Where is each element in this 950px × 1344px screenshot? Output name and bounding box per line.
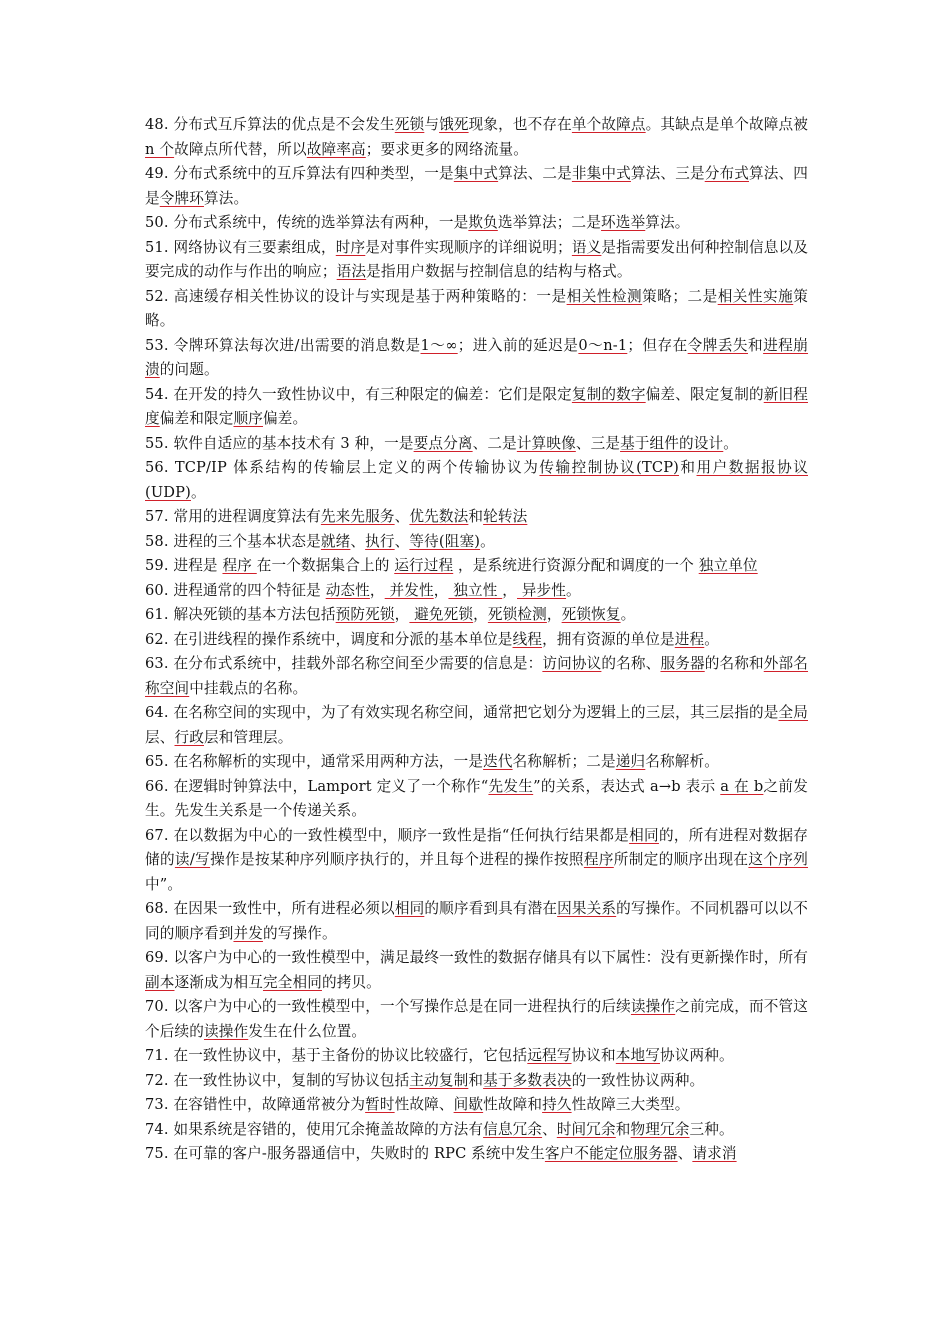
document-body xyxy=(145,113,808,1167)
text-segment: 现象，也不存在 xyxy=(468,116,572,133)
text-segment: 51. 网络协议有三要素组成， xyxy=(145,238,336,256)
text-segment: 算法、四是 xyxy=(145,165,808,207)
question-item xyxy=(145,211,808,236)
text-segment: 50. 分布式系统中，传统的选举算法有两种，一是 xyxy=(145,214,469,231)
text-segment: 、 xyxy=(394,532,410,550)
answer-underlined: 完全相同 xyxy=(262,973,322,991)
text-segment: 和 xyxy=(679,459,697,476)
answer-underlined: 相同 xyxy=(629,826,659,844)
answer-underlined: 程序 xyxy=(222,557,257,574)
answer-underlined: 相关性检测 xyxy=(566,287,643,305)
text-segment: 55. 软件自适应的基本技术有 3 种，一是 xyxy=(145,434,414,452)
question-item xyxy=(145,946,808,995)
answer-underlined: 外部名称空间 xyxy=(145,655,809,697)
text-segment: 之前完成，而不管这个后续的 xyxy=(145,998,808,1040)
question-item xyxy=(145,603,808,628)
text-segment: 的写操作。 xyxy=(262,924,337,942)
text-segment: 53. 令牌环算法每次进/出需要的消息数是 xyxy=(145,336,421,354)
answer-underlined: 非集中式 xyxy=(571,165,631,182)
text-segment: 的问题。 xyxy=(159,361,219,378)
text-segment: 三种。 xyxy=(689,1120,734,1138)
answer-underlined: 本地写 xyxy=(615,1047,661,1064)
text-segment: 、 xyxy=(542,1120,557,1138)
text-segment: 性故障三大类型。 xyxy=(571,1096,690,1113)
answer-underlined: 暂时 xyxy=(365,1096,395,1113)
question-item xyxy=(145,897,808,946)
text-segment: 、三是 xyxy=(575,434,621,452)
text-segment: 54. 在开发的持久一致性协议中，有三种限定的偏差：它们是限定 xyxy=(145,385,572,403)
answer-underlined: 故障率高 xyxy=(306,140,366,158)
answer-underlined: 语法 xyxy=(336,263,367,280)
text-segment: 70. 以客户为中心的一致性模型中，一个写操作总是在同一进程执行的后续 xyxy=(145,998,631,1015)
question-item xyxy=(145,1044,808,1069)
answer-underlined: 预防死锁 xyxy=(335,606,395,623)
text-segment: 、 xyxy=(350,532,366,550)
text-segment: 。 xyxy=(190,483,206,501)
answer-underlined: 1～∞ xyxy=(420,336,458,354)
text-segment: 。 xyxy=(566,581,581,599)
text-segment: 算法、三是 xyxy=(630,165,705,182)
question-item xyxy=(145,628,808,653)
question-item xyxy=(145,1069,808,1094)
text-segment: 68. 在因果一致性中，所有进程必须以 xyxy=(145,900,395,917)
answer-underlined: 饿死 xyxy=(439,116,469,133)
text-segment: 。 xyxy=(620,606,636,623)
question-item xyxy=(145,1118,808,1143)
answer-underlined: 独立性 xyxy=(448,581,503,599)
text-segment: 层、 xyxy=(145,728,175,746)
text-segment: 和 xyxy=(468,1071,484,1089)
text-segment: ，是系统进行资源分配和调度的一个 xyxy=(453,557,699,574)
text-segment: 的写操作。不同机器可以以不同的顺序看到 xyxy=(145,900,808,942)
text-segment: ；要求更多的网络流量。 xyxy=(365,140,528,158)
answer-underlined: 先来先服务 xyxy=(320,508,395,525)
question-item xyxy=(145,775,808,824)
text-segment: 。其缺点是单个故障点被 xyxy=(645,116,808,133)
text-segment: 和 xyxy=(748,336,764,354)
text-segment: 的，所有进程对数据存储的 xyxy=(145,826,808,868)
question-item xyxy=(145,113,808,162)
question-item xyxy=(145,1093,808,1118)
answer-underlined: 间歇 xyxy=(453,1096,484,1113)
question-item xyxy=(145,236,808,285)
question-item xyxy=(145,652,808,701)
answer-underlined: 运行过程 xyxy=(394,557,454,574)
text-segment: 、 xyxy=(394,508,410,525)
answer-underlined: 递归 xyxy=(615,753,646,770)
text-segment: 67. 在以数据为中心的一致性模型中，顺序一致性是指“任何执行结果都是 xyxy=(145,826,630,844)
answer-underlined: 新旧程度 xyxy=(145,385,808,427)
answer-underlined: 并发性 xyxy=(384,581,434,599)
answer-underlined: 环选举 xyxy=(601,214,646,231)
answer-underlined: 欺负 xyxy=(468,214,498,231)
text-segment: 性故障和 xyxy=(483,1096,543,1113)
text-segment: 偏差。 xyxy=(262,410,308,427)
answer-underlined: 顺序 xyxy=(233,410,263,427)
question-item xyxy=(145,162,808,211)
answer-underlined: 读操作 xyxy=(203,1022,249,1040)
text-segment: 57. 常用的进程调度算法有 xyxy=(145,508,321,525)
text-segment: 、 xyxy=(677,1145,693,1162)
answer-underlined: 时序 xyxy=(335,238,366,256)
question-item xyxy=(145,334,808,383)
question-item xyxy=(145,505,808,530)
answer-underlined: 副本 xyxy=(145,973,175,991)
answer-underlined: 独立单位 xyxy=(698,557,758,574)
text-segment: 、二是 xyxy=(472,434,517,452)
text-segment: 64. 在名称空间的实现中，为了有效实现名称空间，通常把它划分为逻辑上的三层，其三层指的是 xyxy=(145,704,779,721)
text-segment: 75. 在可靠的客户-服务器通信中，失败时的 RPC 系统中发生 xyxy=(145,1145,545,1162)
text-segment: 和 xyxy=(615,1120,631,1138)
text-segment: 的顺序看到具有潜在 xyxy=(424,900,558,917)
text-segment: ， xyxy=(546,606,562,623)
answer-underlined: 线程 xyxy=(512,630,543,648)
answer-underlined: 用户数据报协议(UDP) xyxy=(145,459,808,501)
answer-underlined: 全局 xyxy=(778,704,808,721)
text-segment: 是对事件实现顺序的详细说明； xyxy=(365,238,572,256)
text-segment: 偏差和限定 xyxy=(159,410,234,427)
answer-underlined: 轮转法 xyxy=(483,508,528,525)
answer-underlined: 死锁恢复 xyxy=(561,606,621,623)
answer-underlined: 时间冗余 xyxy=(556,1120,616,1138)
answer-underlined: 动态性 xyxy=(325,581,370,599)
text-segment: ， xyxy=(369,581,385,599)
question-item xyxy=(145,530,808,555)
text-segment: 49. 分布式系统中的互斥算法有四种类型，一是 xyxy=(145,165,454,182)
question-item xyxy=(145,456,808,505)
answer-underlined: 持久 xyxy=(542,1096,572,1113)
answer-underlined: 异步性 xyxy=(517,581,567,599)
text-segment: 63. 在分布式系统中，挂载外部名称空间至少需要的信息是： xyxy=(145,655,543,672)
answer-underlined: 令牌丢失 xyxy=(687,336,748,354)
answer-underlined: 避免死锁 xyxy=(409,606,474,623)
question-item xyxy=(145,824,808,898)
answer-underlined: 计算映像 xyxy=(516,434,576,452)
text-segment: 偏差、限定复制的 xyxy=(645,385,764,403)
text-segment: 之前发生。先发生关系是一个传递关系。 xyxy=(145,777,809,819)
question-item xyxy=(145,995,808,1044)
text-segment: 中挂载点的名称。 xyxy=(189,679,308,697)
text-segment: 69. 以客户为中心的一致性模型中，满足最终一致性的数据存储具有以下属性：没有更新操作时，所有 xyxy=(145,949,808,966)
text-segment: 72. 在一致性协议中，复制的写协议包括 xyxy=(145,1071,410,1089)
text-segment: 65. 在名称解析的实现中，通常采用两种方法，一是 xyxy=(145,753,484,770)
text-segment: 73. 在容错性中，故障通常被分为 xyxy=(145,1096,366,1113)
answer-underlined: 相同 xyxy=(394,900,425,917)
answer-underlined: 分布式 xyxy=(704,165,749,182)
answer-underlined: 因果关系 xyxy=(557,900,617,917)
text-segment: 和 xyxy=(468,508,484,525)
answer-underlined: 进程崩溃 xyxy=(145,336,809,378)
answer-underlined: 集中式 xyxy=(453,165,499,182)
answer-underlined: 单个故障点 xyxy=(571,116,646,133)
text-segment: 选举算法；二是 xyxy=(497,214,602,231)
text-segment: ”的关系，表达式 a→b 表示 xyxy=(533,777,721,795)
question-item xyxy=(145,554,808,579)
text-segment: 名称解析；二是 xyxy=(512,753,616,770)
text-segment: 故障点所代替，所以 xyxy=(174,140,307,158)
text-segment: 的名称、 xyxy=(601,655,661,672)
text-segment: 逐渐成为相互 xyxy=(174,973,263,991)
text-segment: 操作是按某种序列顺序执行的，并且每个进程的操作按照 xyxy=(210,851,584,868)
text-segment: 71. 在一致性协议中，基于主备份的协议比较盛行，它包括 xyxy=(145,1047,528,1064)
question-item xyxy=(145,432,808,457)
question-item xyxy=(145,701,808,750)
answer-underlined: 先发生 xyxy=(488,777,534,795)
answer-underlined: 优先数法 xyxy=(409,508,469,525)
text-segment: 算法。 xyxy=(203,189,249,207)
answer-underlined: 传输控制协议(TCP) xyxy=(539,459,680,476)
text-segment: ；但存在 xyxy=(627,336,688,354)
text-segment: 策略；二是 xyxy=(642,287,718,305)
answer-underlined: 执行 xyxy=(365,532,395,550)
text-segment: 所制定的顺序出现在 xyxy=(613,851,749,868)
answer-underlined: 死锁检测 xyxy=(487,606,547,623)
answer-underlined: 信息冗余 xyxy=(483,1120,543,1138)
text-segment: 58. 进程的三个基本状态是 xyxy=(145,532,321,550)
text-segment: 在一个数据集合上的 xyxy=(256,557,395,574)
answer-underlined: 读操作 xyxy=(630,998,676,1015)
text-segment: 。 xyxy=(704,630,720,648)
answer-underlined: 访问协议 xyxy=(542,655,602,672)
text-segment: 算法。 xyxy=(645,214,690,231)
answer-underlined: 相关性实施 xyxy=(717,287,794,305)
text-segment: 60. 进程通常的四个特征是 xyxy=(145,581,326,599)
answer-underlined: 这个序列 xyxy=(748,851,808,868)
text-segment: ， xyxy=(502,581,518,599)
question-item xyxy=(145,750,808,775)
answer-underlined: 要点分离 xyxy=(413,434,473,452)
text-segment: 61. 解决死锁的基本方法包括 xyxy=(145,606,336,623)
question-item xyxy=(145,383,808,432)
answer-underlined: 进程 xyxy=(674,630,705,648)
text-segment: ， xyxy=(433,581,449,599)
answer-underlined: n 个 xyxy=(145,140,175,158)
answer-underlined: 程序 xyxy=(583,851,614,868)
text-segment: 66. 在逻辑时钟算法中，Lamport 定义了一个称作“ xyxy=(145,777,489,795)
question-item xyxy=(145,285,808,334)
answer-underlined: 主动复制 xyxy=(409,1071,469,1089)
answer-underlined: 迭代 xyxy=(483,753,513,770)
text-segment: ；进入前的延迟是 xyxy=(457,336,579,354)
text-segment: 与 xyxy=(424,116,440,133)
text-segment: 48. 分布式互斥算法的优点是不会发生 xyxy=(145,116,395,133)
text-segment: ，拥有资源的单位是 xyxy=(542,630,675,648)
answer-underlined: 死锁 xyxy=(394,116,425,133)
answer-underlined: 远程写 xyxy=(527,1047,572,1064)
text-segment: 是指需要发出何种控制信息以及要完成的动作与作出的响应； xyxy=(145,238,808,280)
text-segment: ， xyxy=(394,606,410,623)
question-item xyxy=(145,579,808,604)
answer-underlined: 行政 xyxy=(174,728,204,746)
text-segment: 59. 进程是 xyxy=(145,557,223,574)
answer-underlined: 服务器 xyxy=(660,655,705,672)
answer-underlined: 基于多数表决 xyxy=(483,1071,572,1089)
text-segment: 56. TCP/IP 体系结构的传输层上定义的两个传输协议为 xyxy=(145,459,540,476)
answer-underlined: 0～n-1 xyxy=(578,336,628,354)
text-segment: 协议两种。 xyxy=(660,1047,734,1064)
text-segment: ， xyxy=(473,606,488,623)
text-segment: 算法、二是 xyxy=(498,165,572,182)
answer-underlined: 客户不能定位服务器 xyxy=(544,1145,678,1162)
question-item xyxy=(145,1142,808,1167)
answer-underlined: 请求消 xyxy=(692,1145,737,1162)
answer-underlined: 并发 xyxy=(233,924,263,942)
text-segment: 。 xyxy=(723,434,739,452)
text-segment: 发生在什么位置。 xyxy=(248,1022,367,1040)
text-segment: 的拷贝。 xyxy=(321,973,381,991)
text-segment: 52. 高速缓存相关性协议的设计与实现是基于两种策略的：一是 xyxy=(145,287,567,305)
text-segment: 74. 如果系统是容错的，使用冗余掩盖故障的方法有 xyxy=(145,1120,484,1138)
answer-underlined: 复制的数字 xyxy=(571,385,646,403)
text-segment: 的一致性协议两种。 xyxy=(571,1071,705,1089)
text-segment: 策略。 xyxy=(145,287,808,329)
text-segment: 性故障、 xyxy=(394,1096,454,1113)
text-segment: 62. 在引进线程的操作系统中，调度和分派的基本单位是 xyxy=(145,630,513,648)
text-segment: 名称解析。 xyxy=(645,753,720,770)
answer-underlined: 物理冗余 xyxy=(630,1120,690,1138)
answer-underlined: 基于组件的设计 xyxy=(620,434,724,452)
text-segment: 。 xyxy=(480,532,495,550)
text-segment: 的名称和 xyxy=(704,655,764,672)
answer-underlined: a 在 b xyxy=(720,777,764,795)
text-segment: 层和管理层。 xyxy=(204,728,293,746)
answer-underlined: 令牌环 xyxy=(159,189,204,207)
answer-underlined: 就绪 xyxy=(320,532,351,550)
text-segment: 是指用户数据与控制信息的结构与格式。 xyxy=(366,263,632,280)
answer-underlined: 等待(阻塞) xyxy=(409,532,481,550)
answer-underlined: 语义 xyxy=(571,238,602,256)
text-segment: 协议和 xyxy=(571,1047,616,1064)
text-segment: 中”。 xyxy=(145,875,183,893)
answer-underlined: 读/写 xyxy=(174,851,211,868)
